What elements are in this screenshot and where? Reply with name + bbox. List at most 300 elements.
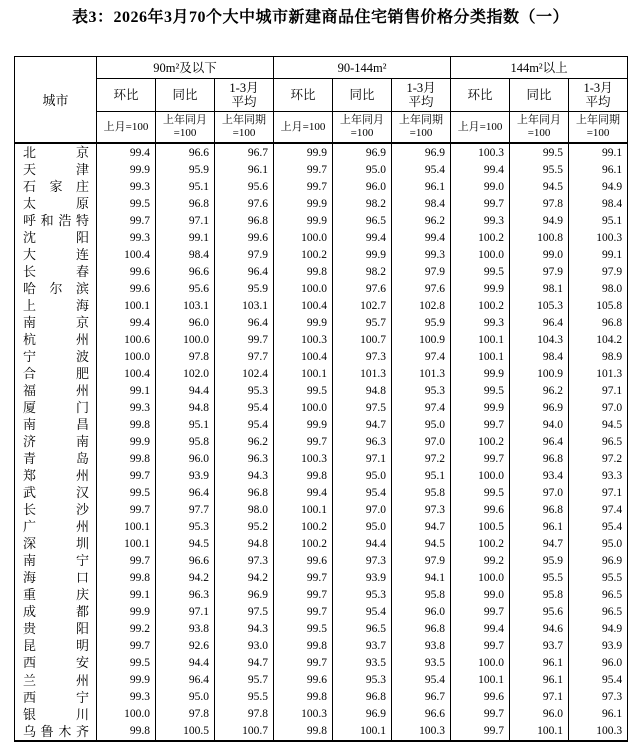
city-name: 广州 (15, 518, 97, 535)
index-value: 99.2 (451, 552, 510, 569)
index-value: 96.8 (215, 484, 274, 501)
index-value: 95.4 (333, 484, 392, 501)
index-value: 105.8 (569, 297, 628, 314)
index-value: 96.8 (569, 314, 628, 331)
index-value: 95.7 (333, 314, 392, 331)
index-value: 100.1 (333, 723, 392, 741)
table-row (15, 450, 628, 467)
index-value: 99.8 (274, 723, 333, 741)
index-value: 98.1 (510, 280, 569, 297)
index-value: 96.0 (333, 178, 392, 195)
index-value: 99.8 (97, 450, 156, 467)
index-value: 99.6 (274, 552, 333, 569)
index-value: 96.6 (156, 552, 215, 569)
index-value: 94.7 (510, 535, 569, 552)
index-value: 95.4 (392, 161, 451, 178)
index-value: 99.6 (97, 263, 156, 280)
table-row (15, 535, 628, 552)
index-value: 94.5 (156, 535, 215, 552)
city-column-header: 城市 (15, 57, 97, 144)
index-value: 99.3 (451, 212, 510, 229)
index-value: 99.7 (215, 331, 274, 348)
index-value: 99.0 (510, 246, 569, 263)
index-value: 95.0 (333, 518, 392, 535)
index-value: 96.4 (215, 314, 274, 331)
index-value: 99.4 (451, 620, 510, 637)
index-value: 99.3 (97, 689, 156, 706)
index-value: 99.4 (97, 143, 156, 161)
index-value: 96.5 (569, 603, 628, 620)
index-value: 97.0 (569, 399, 628, 416)
index-value: 97.7 (156, 501, 215, 518)
index-value: 95.6 (510, 603, 569, 620)
index-value: 97.4 (392, 399, 451, 416)
index-value: 95.8 (156, 433, 215, 450)
index-value: 100.1 (97, 535, 156, 552)
table-row (15, 433, 628, 450)
index-value: 96.1 (215, 161, 274, 178)
metric-header: 1-3月 平均 (215, 79, 274, 112)
index-value: 93.7 (333, 637, 392, 654)
base-header: 上月=100 (97, 112, 156, 144)
index-value: 97.7 (215, 348, 274, 365)
index-value: 99.7 (97, 552, 156, 569)
index-value: 97.1 (156, 212, 215, 229)
index-value: 100.2 (274, 535, 333, 552)
index-value: 99.8 (274, 263, 333, 280)
index-value: 102.7 (333, 297, 392, 314)
index-value: 99.7 (274, 433, 333, 450)
table-row (15, 399, 628, 416)
index-value: 100.6 (97, 331, 156, 348)
table-row (15, 501, 628, 518)
index-value: 96.0 (510, 706, 569, 723)
index-value: 98.4 (392, 195, 451, 212)
city-name: 贵阳 (15, 620, 97, 637)
index-value: 97.9 (392, 552, 451, 569)
index-value: 100.1 (97, 518, 156, 535)
table-row (15, 365, 628, 382)
index-value: 94.4 (156, 382, 215, 399)
index-value: 99.6 (215, 229, 274, 246)
metric-header: 环比 (451, 79, 510, 112)
index-value: 96.5 (569, 586, 628, 603)
index-value: 100.4 (97, 246, 156, 263)
index-value: 97.3 (333, 348, 392, 365)
index-value: 98.2 (333, 263, 392, 280)
index-value: 96.4 (215, 263, 274, 280)
index-value: 96.7 (392, 689, 451, 706)
index-value: 95.8 (392, 586, 451, 603)
index-value: 96.5 (333, 212, 392, 229)
index-value: 97.0 (333, 501, 392, 518)
city-name: 太原 (15, 195, 97, 212)
index-value: 100.4 (97, 365, 156, 382)
index-value: 97.8 (156, 348, 215, 365)
index-value: 99.8 (274, 637, 333, 654)
base-header: 上年同月 =100 (333, 112, 392, 144)
table-row (15, 518, 628, 535)
index-value: 98.4 (510, 348, 569, 365)
index-value: 96.9 (333, 706, 392, 723)
city-name: 南宁 (15, 552, 97, 569)
index-value: 100.3 (274, 706, 333, 723)
index-value: 95.6 (156, 280, 215, 297)
index-value: 99.6 (451, 501, 510, 518)
index-value: 100.3 (274, 450, 333, 467)
index-value: 101.3 (569, 365, 628, 382)
index-value: 97.3 (392, 501, 451, 518)
index-value: 104.2 (569, 331, 628, 348)
index-value: 94.3 (215, 467, 274, 484)
index-value: 99.4 (97, 314, 156, 331)
index-value: 100.1 (451, 671, 510, 688)
index-value: 99.9 (274, 212, 333, 229)
index-value: 100.3 (274, 331, 333, 348)
index-value: 100.0 (451, 654, 510, 671)
index-value: 100.0 (274, 280, 333, 297)
index-value: 102.4 (215, 365, 274, 382)
index-value: 97.5 (333, 399, 392, 416)
index-value: 99.2 (97, 620, 156, 637)
table-row (15, 484, 628, 501)
index-value: 99.7 (274, 603, 333, 620)
index-value: 98.2 (333, 195, 392, 212)
index-value: 95.0 (569, 535, 628, 552)
table-row (15, 161, 628, 178)
index-value: 95.1 (392, 467, 451, 484)
index-value: 100.2 (274, 246, 333, 263)
index-value: 105.3 (510, 297, 569, 314)
index-value: 94.7 (392, 518, 451, 535)
index-value: 99.7 (274, 178, 333, 195)
index-value: 94.1 (392, 569, 451, 586)
index-value: 95.6 (215, 178, 274, 195)
index-value: 99.1 (156, 229, 215, 246)
index-value: 99.9 (97, 161, 156, 178)
city-name: 成都 (15, 603, 97, 620)
index-value: 93.9 (569, 637, 628, 654)
table-row (15, 314, 628, 331)
table-row (15, 280, 628, 297)
table-row (15, 297, 628, 314)
index-value: 97.6 (215, 195, 274, 212)
index-value: 94.7 (333, 416, 392, 433)
table-row (15, 212, 628, 229)
index-value: 94.4 (156, 654, 215, 671)
index-value: 93.8 (156, 620, 215, 637)
index-value: 99.0 (451, 178, 510, 195)
city-name: 西安 (15, 654, 97, 671)
index-value: 99.5 (451, 263, 510, 280)
index-value: 97.3 (333, 552, 392, 569)
index-value: 100.5 (451, 518, 510, 535)
index-value: 98.0 (569, 280, 628, 297)
group-header-row (15, 57, 628, 79)
index-value: 96.3 (156, 586, 215, 603)
index-value: 95.3 (392, 382, 451, 399)
base-header: 上月=100 (451, 112, 510, 144)
index-value: 97.9 (510, 263, 569, 280)
index-value: 96.5 (333, 620, 392, 637)
city-name: 郑州 (15, 467, 97, 484)
index-value: 95.0 (392, 416, 451, 433)
index-value: 99.4 (333, 229, 392, 246)
index-value: 92.6 (156, 637, 215, 654)
index-value: 100.0 (274, 399, 333, 416)
index-value: 99.7 (451, 723, 510, 741)
index-value: 99.5 (274, 620, 333, 637)
index-value: 95.9 (215, 280, 274, 297)
base-header: 上年同月 =100 (510, 112, 569, 144)
index-value: 100.8 (510, 229, 569, 246)
index-value: 95.3 (215, 382, 274, 399)
index-value: 99.3 (97, 229, 156, 246)
index-value: 99.7 (274, 586, 333, 603)
table-row (15, 723, 628, 741)
index-value: 103.1 (215, 297, 274, 314)
index-value: 94.5 (569, 416, 628, 433)
index-value: 93.9 (156, 467, 215, 484)
city-name: 西宁 (15, 689, 97, 706)
index-value: 95.9 (510, 552, 569, 569)
index-value: 95.5 (569, 569, 628, 586)
index-value: 94.7 (215, 654, 274, 671)
index-value: 97.9 (392, 263, 451, 280)
index-value: 100.0 (451, 569, 510, 586)
index-value: 96.1 (510, 654, 569, 671)
index-value: 96.8 (156, 195, 215, 212)
price-index-table (14, 56, 628, 742)
index-value: 94.6 (510, 620, 569, 637)
index-value: 99.5 (510, 143, 569, 161)
city-name: 宁波 (15, 348, 97, 365)
index-value: 98.4 (569, 195, 628, 212)
index-value: 100.2 (451, 535, 510, 552)
index-value: 93.0 (215, 637, 274, 654)
index-value: 96.0 (156, 314, 215, 331)
index-value: 97.6 (392, 280, 451, 297)
index-value: 99.3 (451, 314, 510, 331)
index-value: 99.7 (451, 706, 510, 723)
index-value: 99.1 (97, 586, 156, 603)
city-name: 长沙 (15, 501, 97, 518)
city-name: 沈阳 (15, 229, 97, 246)
index-value: 94.9 (569, 178, 628, 195)
group-header-90-144: 90-144m² (274, 57, 451, 79)
index-value: 99.8 (97, 569, 156, 586)
index-value: 100.0 (451, 246, 510, 263)
index-value: 99.5 (97, 484, 156, 501)
index-value: 101.3 (333, 365, 392, 382)
index-value: 96.1 (392, 178, 451, 195)
index-value: 96.9 (392, 143, 451, 161)
index-value: 95.9 (156, 161, 215, 178)
table-row (15, 603, 628, 620)
table-row (15, 620, 628, 637)
index-value: 94.8 (215, 535, 274, 552)
index-value: 99.3 (97, 178, 156, 195)
table-row (15, 178, 628, 195)
index-value: 96.8 (392, 620, 451, 637)
city-name: 天津 (15, 161, 97, 178)
table-row (15, 637, 628, 654)
index-value: 99.5 (97, 195, 156, 212)
index-value: 95.4 (333, 603, 392, 620)
table-row (15, 143, 628, 161)
index-value: 95.9 (392, 314, 451, 331)
index-value: 100.1 (451, 331, 510, 348)
city-name: 南昌 (15, 416, 97, 433)
index-value: 100.1 (97, 297, 156, 314)
table-row (15, 246, 628, 263)
index-value: 95.1 (156, 416, 215, 433)
table-row (15, 382, 628, 399)
index-value: 100.4 (274, 297, 333, 314)
index-value: 99.0 (451, 586, 510, 603)
index-value: 97.2 (392, 450, 451, 467)
index-value: 100.2 (451, 433, 510, 450)
index-value: 96.8 (510, 450, 569, 467)
index-value: 99.8 (97, 416, 156, 433)
index-value: 99.9 (274, 416, 333, 433)
index-value: 96.9 (215, 586, 274, 603)
index-value: 97.8 (215, 706, 274, 723)
index-value: 99.5 (97, 654, 156, 671)
index-value: 95.5 (510, 161, 569, 178)
table-row (15, 654, 628, 671)
city-name: 北京 (15, 143, 97, 161)
metric-header: 环比 (274, 79, 333, 112)
city-name: 杭州 (15, 331, 97, 348)
index-value: 100.3 (569, 723, 628, 741)
index-value: 95.8 (392, 484, 451, 501)
index-value: 99.7 (97, 637, 156, 654)
index-value: 100.9 (510, 365, 569, 382)
city-name: 昆明 (15, 637, 97, 654)
index-value: 95.1 (569, 212, 628, 229)
table-body (15, 143, 628, 741)
city-name: 福州 (15, 382, 97, 399)
index-value: 94.0 (510, 416, 569, 433)
index-value: 96.2 (392, 212, 451, 229)
city-name: 青岛 (15, 450, 97, 467)
index-value: 94.3 (215, 620, 274, 637)
index-value: 100.1 (274, 501, 333, 518)
index-value: 97.9 (569, 263, 628, 280)
index-value: 96.3 (215, 450, 274, 467)
index-value: 99.7 (97, 212, 156, 229)
city-name: 兰州 (15, 671, 97, 688)
index-value: 96.9 (510, 399, 569, 416)
table-row (15, 552, 628, 569)
city-name: 大连 (15, 246, 97, 263)
city-name: 上海 (15, 297, 97, 314)
index-value: 100.5 (156, 723, 215, 741)
table-row (15, 671, 628, 688)
group-header-90-and-below: 90m²及以下 (97, 57, 274, 79)
index-value: 96.0 (392, 603, 451, 620)
index-value: 104.3 (510, 331, 569, 348)
table-row (15, 229, 628, 246)
index-value: 96.6 (156, 263, 215, 280)
index-value: 96.6 (156, 143, 215, 161)
index-value: 95.0 (333, 161, 392, 178)
index-value: 97.1 (333, 450, 392, 467)
index-value: 99.1 (97, 382, 156, 399)
city-name: 重庆 (15, 586, 97, 603)
index-value: 97.1 (569, 382, 628, 399)
table-row (15, 331, 628, 348)
index-value: 95.3 (333, 671, 392, 688)
base-header: 上月=100 (274, 112, 333, 144)
index-value: 103.1 (156, 297, 215, 314)
group-header-144-and-above: 144m²以上 (451, 57, 628, 79)
city-name: 乌鲁木齐 (15, 723, 97, 741)
index-value: 96.1 (510, 671, 569, 688)
index-value: 99.7 (451, 450, 510, 467)
index-value: 99.3 (97, 399, 156, 416)
index-value: 94.5 (510, 178, 569, 195)
index-value: 99.6 (451, 689, 510, 706)
index-value: 94.8 (156, 399, 215, 416)
index-value: 101.3 (392, 365, 451, 382)
index-value: 94.8 (333, 382, 392, 399)
index-value: 98.4 (156, 246, 215, 263)
index-value: 99.5 (451, 382, 510, 399)
index-value: 99.7 (97, 501, 156, 518)
base-header: 上年同月 =100 (156, 112, 215, 144)
index-value: 99.7 (451, 416, 510, 433)
index-value: 95.7 (215, 671, 274, 688)
city-name: 济南 (15, 433, 97, 450)
index-value: 96.4 (510, 433, 569, 450)
city-name: 银川 (15, 706, 97, 723)
index-value: 96.4 (510, 314, 569, 331)
index-value: 96.1 (569, 161, 628, 178)
index-value: 100.4 (274, 348, 333, 365)
table-row (15, 689, 628, 706)
index-value: 97.9 (215, 246, 274, 263)
index-value: 94.2 (156, 569, 215, 586)
index-value: 94.9 (510, 212, 569, 229)
index-value: 95.0 (333, 467, 392, 484)
metric-header: 环比 (97, 79, 156, 112)
index-value: 100.2 (451, 297, 510, 314)
index-value: 100.2 (451, 229, 510, 246)
index-value: 99.1 (569, 246, 628, 263)
base-header: 上年同期 =100 (392, 112, 451, 144)
metric-header: 1-3月 平均 (569, 79, 628, 112)
index-value: 99.7 (451, 195, 510, 212)
index-value: 96.8 (510, 501, 569, 518)
index-value: 99.9 (274, 314, 333, 331)
index-value: 96.6 (392, 706, 451, 723)
index-value: 96.7 (215, 143, 274, 161)
index-value: 100.3 (392, 723, 451, 741)
index-value: 99.9 (333, 246, 392, 263)
index-value: 97.4 (392, 348, 451, 365)
index-value: 93.5 (392, 654, 451, 671)
index-value: 99.7 (451, 637, 510, 654)
city-name: 武汉 (15, 484, 97, 501)
index-value: 100.1 (451, 348, 510, 365)
index-value: 100.7 (333, 331, 392, 348)
index-value: 100.0 (451, 467, 510, 484)
city-name: 石家庄 (15, 178, 97, 195)
metric-header-row (15, 79, 628, 112)
city-name: 海口 (15, 569, 97, 586)
